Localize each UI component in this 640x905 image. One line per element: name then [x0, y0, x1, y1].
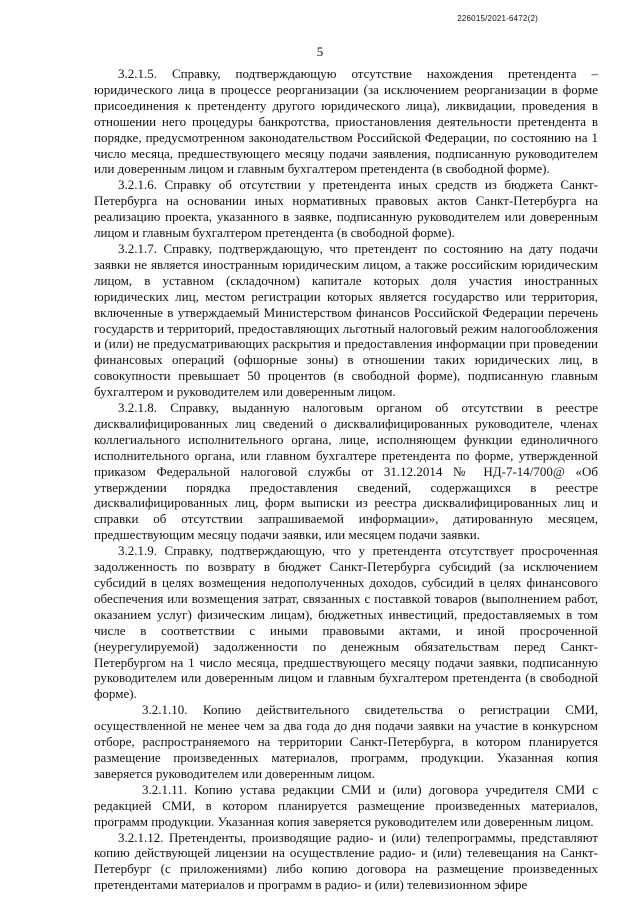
document-id: 226015/2021-6472(2) — [457, 14, 538, 23]
paragraph-3-2-1-12: 3.2.1.12. Претенденты, производящие радио- и (или) телепрограммы, представляют копию действующей лицензии на осуществление радио- и (или) телевещания на Санкт-Петербург (с приложениями) либо копию договора на размещение произведенных претендентами материалов и программ в радио- и (или) телевизионном эфире — [94, 829, 598, 893]
document-body — [94, 66, 598, 893]
paragraph-3-2-1-11: 3.2.1.11. Копию устава редакции СМИ и (или) договора учредителя СМИ с редакцией СМИ, в котором планируется размещение произведенных материалов, программ продукции. Указанная копия заверяется руководителем или доверенным лицом. — [94, 781, 598, 829]
paragraph-3-2-1-9: 3.2.1.9. Справку, подтверждающую, что у претендента отсутствует просроченная задолженность по возврату в бюджет Санкт-Петербурга субсидий (за исключением субсидий в целях возмещения недополученных доходов, субсидий в целях финансового обеспечения или возмещения затрат, связанных с поставкой товаров (выполнением работ, оказанием услуг) физическим лицам), бюджетных инвестиций, предоставляемых в том числе в соответствии с иными правовыми актами, и иной просроченной (неурегулируемой) задолженности по денежным обязательствам перед Санкт-Петербургом на 1 число месяца, предшествующего месяцу подачи заявки, подписанную руководителем или доверенным лицом и главным бухгалтером претендента (в свободной форме). — [94, 543, 598, 702]
paragraph-3-2-1-5: 3.2.1.5. Справку, подтверждающую отсутствие нахождения претендента – юридического лица в процессе реорганизации (за исключением реорганизации в форме присоединения к претенденту другого юридического лица), ликвидации, проведения в отношении него процедуры банкротства, приостановления деятельности претендента в порядке, предусмотренном законодательством Российской Федерации, по состоянию на 1 число месяца, предшествующего месяцу подачи заявления, подписанную руководителем или доверенным лицом и главным бухгалтером претендента (в свободной форме). — [94, 66, 598, 177]
page-number: 5 — [316, 44, 324, 59]
paragraph-3-2-1-8: 3.2.1.8. Справку, выданную налоговым органом об отсутствии в реестре дисквалифицированных лиц сведений о дисквалифицированных руководителе, членах коллегиального исполнительного органа, лице, исполняющем функции единоличного исполнительного органа, или главном бухгалтере претендента по форме, утвержденной приказом Федеральной налоговой службы от 31.12.2014 № НД-7-14/700@ «Об утверждении порядка предоставления сведений, содержащихся в реестре дисквалифицированных лиц, форм выписки из реестра дисквалифицированных лиц и справки об отсутствии запрашиваемой информации», датированную месяцем, предшествующим месяцу подачи заявки, или месяцем подачи заявки. — [94, 400, 598, 543]
paragraph-3-2-1-7: 3.2.1.7. Справку, подтверждающую, что претендент по состоянию на дату подачи заявки не является иностранным юридическим лицом, а также российским юридическим лицом, в уставном (складочном) капитале которых доля участия иностранных юридических лиц, местом регистрации которых является государство или территория, включенные в утверждаемый Министерством финансов Российской Федерации перечень государств и территорий, предоставляющих льготный налоговый режим налогообложения и (или) не предусматривающих раскрытия и предоставления информации при проведении финансовых операций (офшорные зоны) в отношении таких юридических лиц, в совокупности превышает 50 процентов (в свободной форме), подписанную главным бухгалтером и руководителем или доверенным лицом. — [94, 240, 598, 400]
paragraph-3-2-1-6: 3.2.1.6. Справку об отсутствии у претендента иных средств из бюджета Санкт-Петербурга на основании иных нормативных правовых актов Санкт-Петербурга на реализацию проекта, указанного в заявке, подписанную руководителем или доверенным лицом и главным бухгалтером претендента (в свободной форме). — [94, 177, 598, 241]
paragraph-3-2-1-10: 3.2.1.10. Копию действительного свидетельства о регистрации СМИ, осуществленной не менее чем за два года до дня подачи заявки на участие в конкурсном отборе, распространяемого на территории Санкт-Петербурга, в котором планируется размещение произведенных материалов, программ, продукции. Указанная копия заверяется руководителем или доверенным лицом. — [94, 702, 598, 781]
